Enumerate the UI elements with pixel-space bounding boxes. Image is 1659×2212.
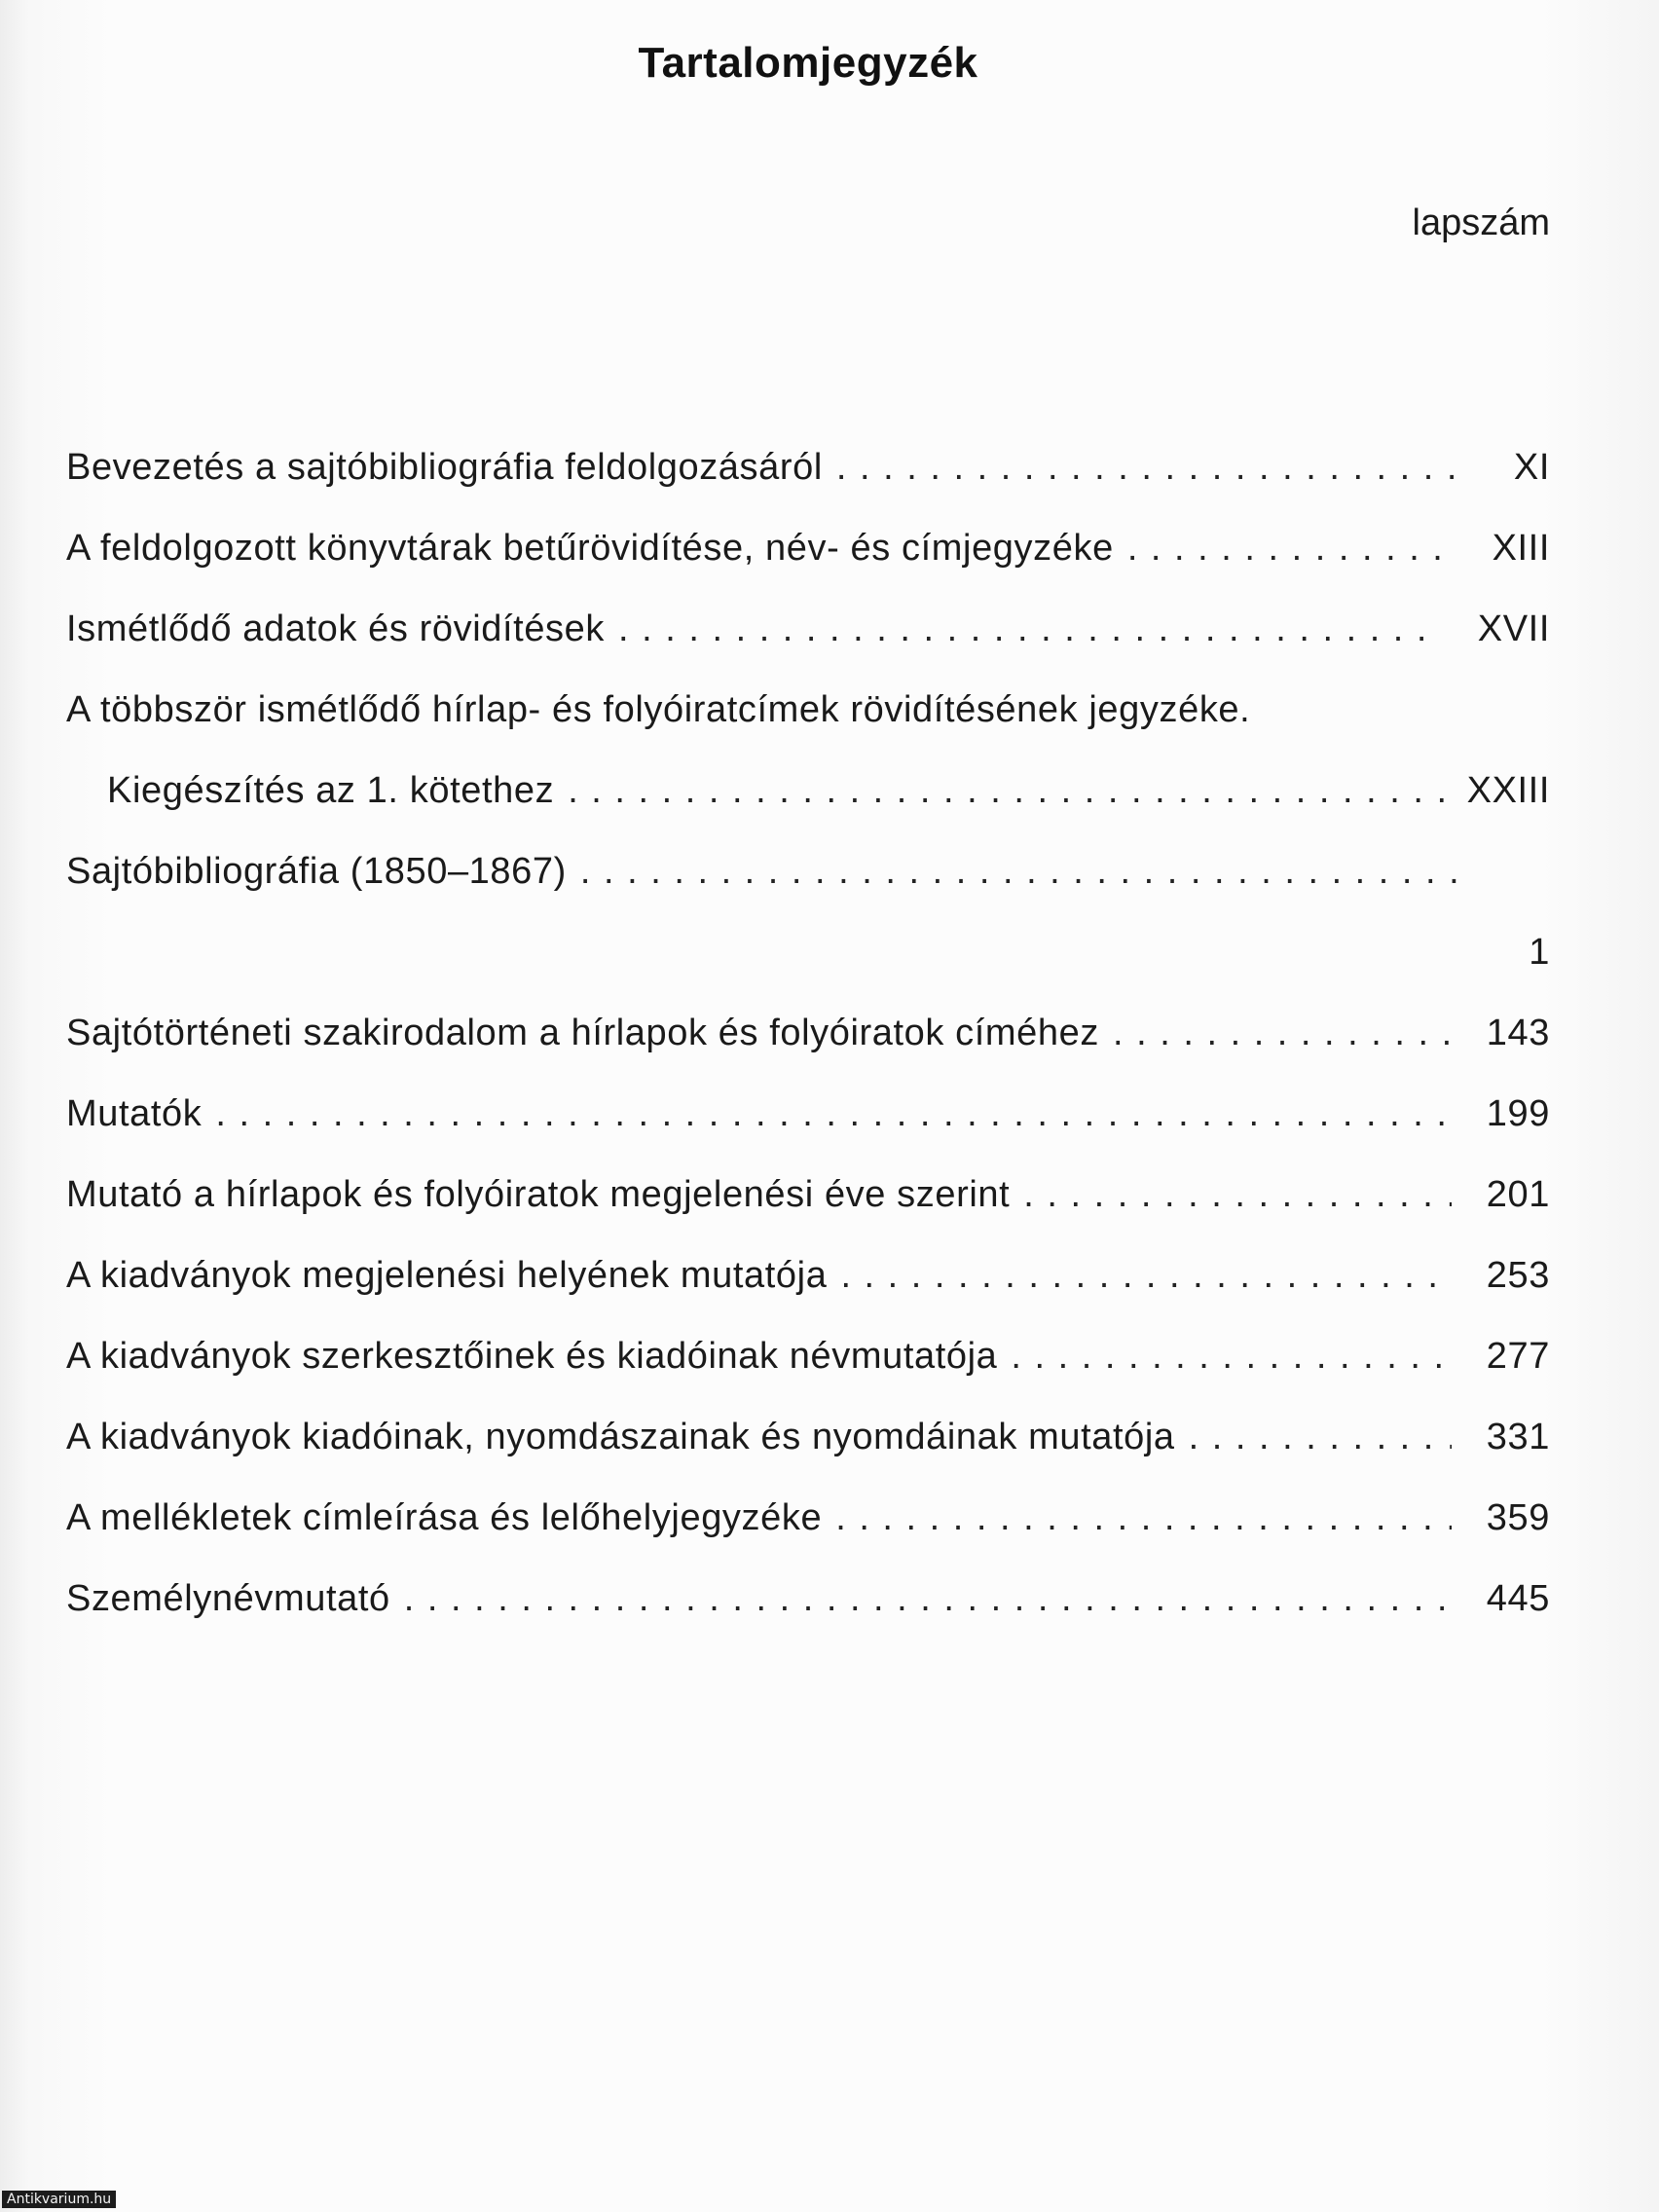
dot-leader (1011, 1329, 1451, 1383)
dot-leader (835, 1491, 1452, 1545)
toc-entry-page: XI (1513, 447, 1550, 488)
toc-entry-page: 445 (1486, 1578, 1550, 1619)
toc-entry-title: A kiadványok szerkesztőinek és kiadóinak névmutatója (66, 1336, 998, 1377)
toc-entry (66, 1087, 1550, 1167)
toc-entry-page: 331 (1486, 1417, 1550, 1457)
toc-entry (66, 1491, 1550, 1571)
dot-leader (1023, 1167, 1452, 1222)
toc-entry (66, 1248, 1550, 1329)
toc-entry (66, 1167, 1550, 1248)
dot-leader (1127, 521, 1456, 575)
toc-entry-page: XVII (1477, 608, 1550, 649)
toc-entry-title: A kiadványok kiadóinak, nyomdászainak és nyomdáinak mutatója (66, 1417, 1175, 1457)
watermark-label: Antikvarium.hu (2, 2191, 116, 2208)
toc-entry (66, 602, 1550, 682)
toc-entry-title: A mellékletek címleírása és lelőhelyjegyzéke (66, 1497, 823, 1538)
toc-entry-page: XIII (1492, 528, 1550, 569)
dot-leader (215, 1087, 1451, 1141)
toc-entry-page: 1 (1529, 932, 1550, 973)
toc-entry-title: Sajtótörténeti szakirodalom a hírlapok és folyóiratok címéhez (66, 1013, 1099, 1053)
toc-entry (66, 925, 1550, 1006)
dot-leader (580, 844, 1456, 899)
dot-leader (840, 1248, 1451, 1303)
toc-entry (66, 763, 1550, 844)
toc-entry-title: Személynévmutató (66, 1578, 390, 1619)
toc-entry-page: 277 (1486, 1336, 1550, 1377)
toc-entry-title: Sajtóbibliográfia (1850–1867) (66, 851, 567, 892)
toc-entry-title: Ismétlődő adatok és rövidítések (66, 608, 605, 649)
toc-entry (66, 1006, 1550, 1087)
toc-entry (66, 1571, 1550, 1652)
page-number-column-header: lapszám (1412, 203, 1550, 243)
toc-entry-page: 199 (1486, 1093, 1550, 1134)
toc-entry-title: Mutató a hírlapok és folyóiratok megjelenési éve szerint (66, 1174, 1011, 1215)
toc-entry-page: 253 (1486, 1255, 1550, 1296)
dot-leader (404, 1571, 1452, 1626)
toc-entry-page: 201 (1486, 1174, 1550, 1215)
dot-leader (568, 763, 1453, 818)
toc-entry (66, 440, 1550, 521)
toc-entry (66, 1410, 1550, 1491)
toc-entry-title: A többször ismétlődő hírlap- és folyóiratcímek rövidítésének jegyzéke. (66, 689, 1251, 730)
toc-entry-title: Kiegészítés az 1. kötethez (107, 770, 555, 811)
dot-leader (836, 440, 1456, 495)
toc-entry (66, 844, 1550, 925)
toc-entry-page: 143 (1486, 1013, 1550, 1053)
toc-entry-title: A feldolgozott könyvtárak betűrövidítése, név- és címjegyzéke (66, 528, 1114, 569)
table-of-contents (66, 440, 1550, 1652)
dot-leader (1189, 1410, 1452, 1464)
toc-entry (66, 682, 1550, 763)
dot-leader (1113, 1006, 1452, 1060)
dot-leader (618, 602, 1443, 656)
page-title: Tartalomjegyzék (638, 39, 978, 87)
toc-entry (66, 1329, 1550, 1410)
toc-entry (66, 521, 1550, 602)
toc-entry-page: XXIII (1466, 770, 1550, 811)
toc-entry-page: 359 (1486, 1497, 1550, 1538)
toc-entry-title: Bevezetés a sajtóbibliográfia feldolgozásáról (66, 447, 823, 488)
toc-entry-title: Mutatók (66, 1093, 203, 1134)
toc-entry-title: A kiadványok megjelenési helyének mutatója (66, 1255, 828, 1296)
